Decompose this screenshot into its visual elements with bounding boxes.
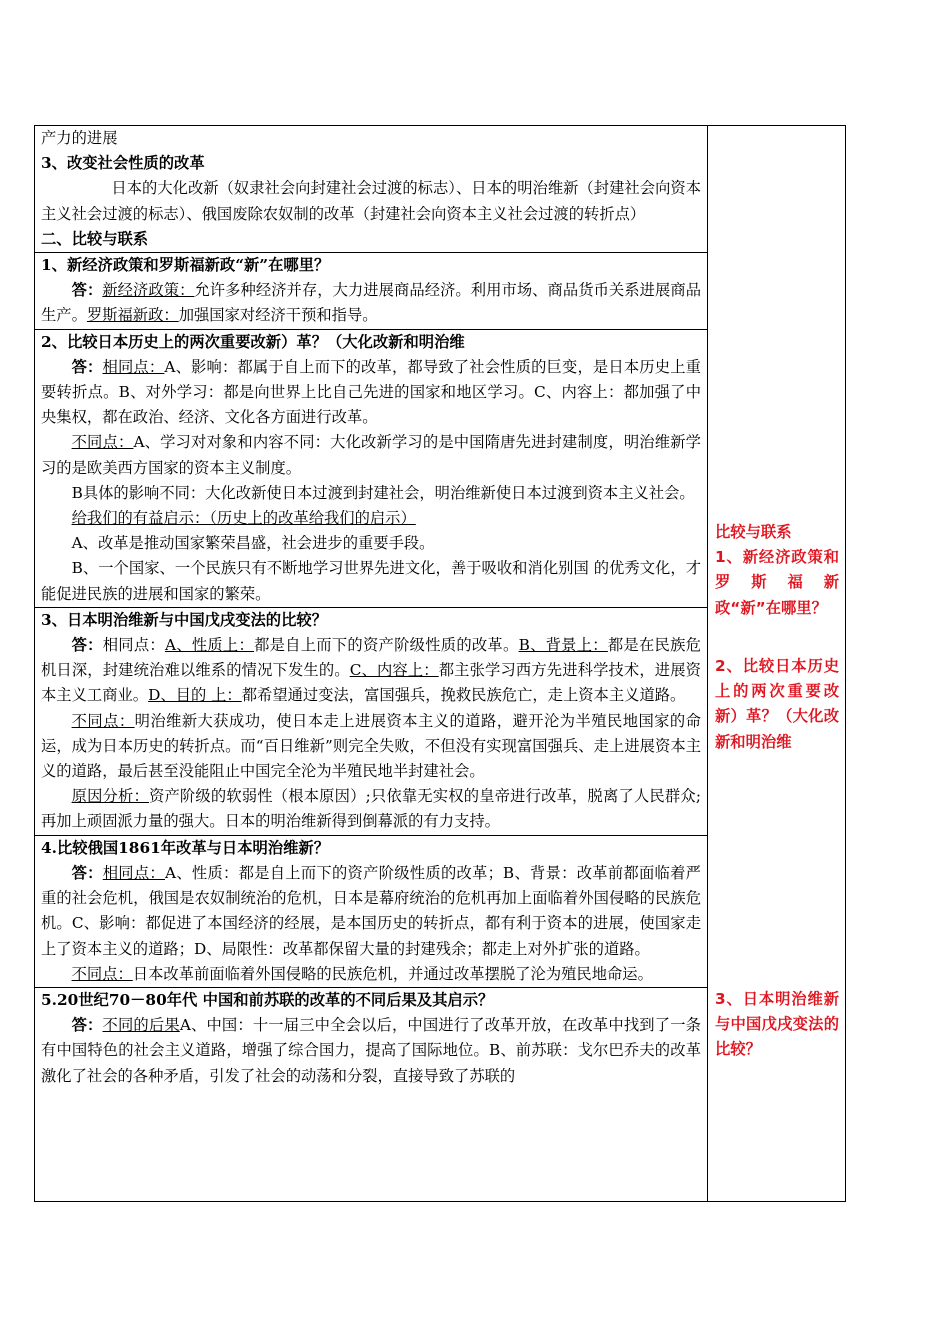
q3-text-b: 都是在民族危机日深，封建统治难以维系的情况下发生的。 [41,636,701,680]
same-text: A、影响：都属于自上而下的改革，都导致了社会性质的巨变，是日本历史上重要转折点。B、对外学习：都是向世界上比自己先进的国家和地区学习。C、内容上：都加强了中央集权，都在政治、经济、文化各方面进行改革。 [41,357,701,427]
insight-a: A、改革是推动国家繁荣昌盛，社会进步的重要手段。 [71,534,435,553]
side-item-1: 1、新经济政策和罗斯福新政“新”在哪里？ [715,548,839,617]
diff-text: 明治维新大获成功，使日本走上进展资本主义的道路，避开沦为半殖民地国家的命运，成为日本历史的转折点。而“百日维新”则完全失败，不但没有实现富国强兵、走上进展资本主义的道路，最后甚至没能阻止中国完全沦为半殖民地半封建社会。 [41,711,701,781]
insight-heading [41,506,701,531]
same-text: A、性质：都是自上而下的资产阶级性质的改革；B、背景：改革前都面临着严重的社会危机，俄国是农奴制统治的危机，日本是幕府统治的危机再加上面临着外国侵略的民族危机。C、影响：都促进了本国经济的经展，是本国历史的转折点，都有利于资本的进展，使国家走上了资本主义的道路；D、局限性：改革都保留大量的封建残余；都走上对外扩张的道路。 [41,863,701,958]
table-frame [34,125,846,1202]
answer-2-diff-b: B具体的影响不同：大化改新使日本过渡到封建社会，明治维新使日本过渡到资本主义社会。 [71,483,695,502]
answer-label: 答： [71,863,103,882]
question-1: 1、新经济政策和罗斯福新政“新”在哪里？ [41,256,330,275]
question-5: 5.20世纪70－80年代 中国和前苏联的改革的不同后果及其启示？ [41,990,494,1009]
intro-line: 产力的进展 [41,129,118,147]
insight-b: B、一个国家、一个民族只有不断地学习世界先进文化，善于吸收和消化别国 的优秀文化，才能促进民族的进展和国家的繁荣。 [41,559,701,603]
answer-4-diff [41,962,701,987]
side-note-1 [715,520,839,621]
q3-label-b: B、背景上： [518,636,608,655]
question-4: 4.比较俄国1861年改革与日本明治维新？ [41,838,329,857]
q3-label-d: D、目的 上： [148,686,242,705]
answer-3-cause [41,784,701,834]
q3-label-a: A、性质上： [164,636,255,655]
same-label: 相同点： [102,357,165,376]
side-item-2: 2、比较日本历史上的两次重要改新）革？（大化改新和明治维 [715,657,839,751]
diff-text: A、学习对对象和内容不同：大化改新学习的是中国隋唐先进封建制度，明治维新学习的是欧美西方国家的资本主义制度。 [41,433,701,477]
same-label: 相同点： [102,636,165,655]
diff-label: 不同点： [71,964,133,983]
same-label: 相同点： [102,863,165,882]
answer-label: 答： [71,281,103,300]
column-divider [707,126,708,1201]
answer-3-same [41,633,701,709]
main-column [41,126,701,1089]
answer-1-text-a: 允许多种经济并存，大力进展商品经济。利用市场、商品货币关系进展商品生产。 [41,281,701,325]
answer-1-label-b: 罗斯福新政： [86,306,179,325]
q3-text-a: 都是自上而下的资产阶级性质的改革。 [254,636,519,655]
q3-label-c: C、内容上： [349,661,439,680]
paragraph-3: 日本的大化改新（奴隶社会向封建社会过渡的标志）、日本的明治维新（封建社会向资本主义社会过渡的标志）、俄国废除农奴制的改革（封建社会向资本主义社会过渡的转折点） [41,179,701,223]
answer-2-diff [41,430,701,480]
answer-1-text-b: 加强国家对经济干预和指导。 [178,306,378,325]
consequence-label: 不同的后果 [102,1016,180,1035]
answer-1 [41,278,701,328]
q3-text-c: 都主张学习西方先进科学技术，进展资本主义工商业。 [41,661,701,705]
answer-label: 答： [71,357,103,376]
answer-label: 答： [71,636,103,655]
answer-2-same [41,355,701,431]
side-note-3 [715,987,839,1063]
answer-1-label-a: 新经济政策： [102,281,195,300]
insight-label: 给我们的有益启示：（历史上的改革给我们的启示） [71,509,416,528]
side-note-2 [715,654,839,755]
side-title: 比较与联系 [715,523,792,541]
q3-text-d: 都希望通过变法，富国强兵，挽救民族危亡，走上资本主义道路。 [241,686,686,705]
diff-text: 日本改革前面临着外国侵略的民族危机，并通过改革摆脱了沦为殖民地命运。 [132,964,653,983]
section-heading-2: 二、比较与联系 [41,229,149,248]
diff-label: 不同点： [71,711,135,730]
question-3: 3、日本明治维新与中国戊戌变法的比较？ [41,610,327,629]
cause-label: 原因分析： [71,787,149,806]
answer-3-diff [41,709,701,785]
cause-text: 资产阶级的软弱性（根本原因）;只依靠无实权的皇帝进行改革，脱离了人民群众;再加上顽固派力量的强大。日本的明治维新得到倒幕派的有力支持。 [41,787,701,831]
answer-label: 答： [71,1016,103,1035]
diff-label: 不同点： [71,433,134,452]
answer-4-same [41,861,701,962]
side-item-3: 3、日本明治维新与中国戊戌变法的比较？ [715,990,839,1059]
consequence-text: A、中国：十一届三中全会以后，中国进行了改革开放，在改革中找到了一条有中国特色的社会主义道路，增强了综合国力，提高了国际地位。B、前苏联：戈尔巴乔夫的改革激化了社会的各种矛盾，引发了社会的动荡和分裂，直接导致了苏联的 [41,1016,701,1085]
question-2: 2、比较日本历史上的两次重要改新）革？（大化改新和明治维 [41,332,465,351]
heading-3: 3、改变社会性质的改革 [41,154,205,173]
answer-5 [41,1013,701,1089]
